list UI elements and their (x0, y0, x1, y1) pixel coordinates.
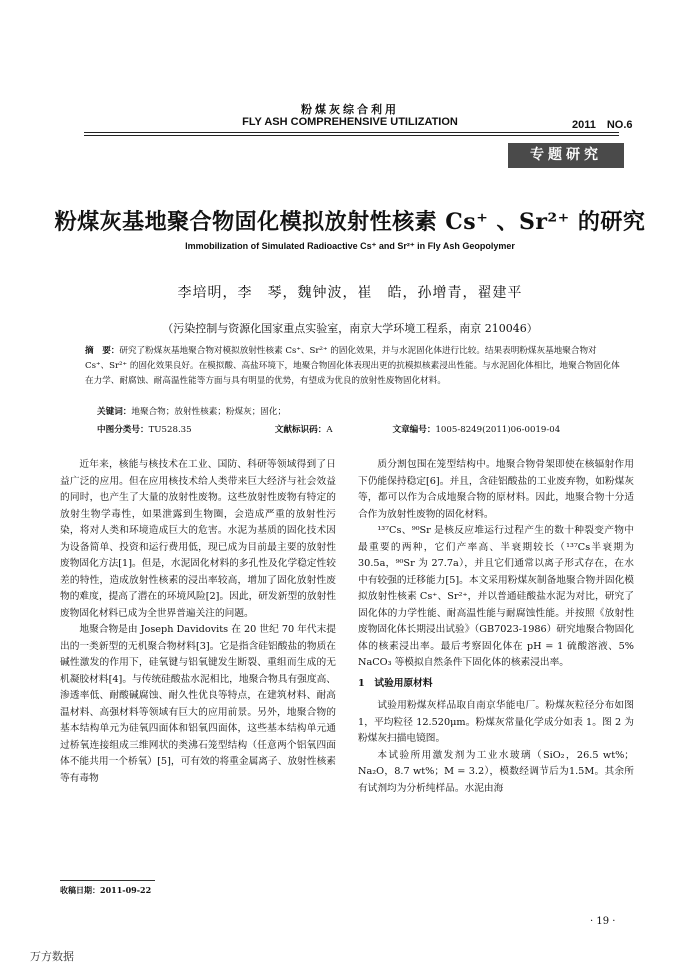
body-column-right (358, 457, 634, 797)
keywords (97, 405, 286, 417)
paragraph: 试验用粉煤灰样品取自南京华能电厂。粉煤灰粒径分布如图 1，平均粒径 12.520μm。粉煤灰常量化学成分如表 1。图 2 为粉煤灰扫描电镜图。 (358, 700, 634, 744)
paragraph: 本试验所用激发剂为工业水玻璃（SiO₂，26.5 wt%；Na₂O，8.7 wt%；M = 3.2），模数经调节后为1.5M。其余所有试剂均为分析纯样品。水泥由海 (358, 749, 634, 794)
section-tag: 专题研究 (508, 143, 624, 168)
page-number: · 19 · (590, 916, 616, 927)
received-date: 收稿日期：2011-09-22 (60, 885, 152, 895)
issue-number: 2011 NO.6 (572, 119, 633, 131)
affiliation: （污染控制与资源化国家重点实验室，南京大学环境工程系，南京 210046） (162, 322, 538, 335)
classification-line (97, 423, 617, 435)
clc-label: 中图分类号： (97, 425, 149, 435)
paragraph: 地聚合物是由 Joseph Davidovits 在 20 世纪 70 年代末提出的一类新型的无机聚合物材料[3]。它是指含硅铝酸盐的物质在碱性激发的作用下，硅氧键与铝氧键发生断裂、重组而生成的无机凝胶材料[4]。与传统硅酸盐水泥相比，地聚合物具有强度高、渗透率低、耐酸碱腐蚀、耐久性优良等特点，在建筑材料、耐高温材料、高强材料等领域有巨大的应用前景。另外，地聚合物的基本结构单元为硅氧四面体和铝氧四面体，这些基本结构单元通过桥氧连接组成三维网状的类沸石笼型结构（任意两个铝氧四面体不能共用一个桥氧）[5]，可有效的将重金属离子、放射性核素等有毒物 (60, 624, 336, 784)
article-no-label: 文章编号： (392, 425, 436, 435)
author-list: 李培明，李 琴，魏钟波，崔 皓，孙增青，翟建平 (177, 285, 523, 301)
section-heading: 1 试验用原材料 (358, 677, 433, 689)
paragraph: ¹³⁷Cs、⁹⁰Sr 是核反应堆运行过程产生的数十种裂变产物中最重要的两种，它们产率高、半衰期较长（¹³⁷Cs半衰期为 30.5a，⁹⁰Sr 为 27.7a），并且它们通常以离子形式存在，在水中有较强的迁移能力[5]。本文采用粉煤灰制备地聚合物并固化模拟放射性核素 Cs⁺、Sr²⁺，并以普通硅酸盐水泥为对比，研究了固化体的力学性能、耐高温性能与耐腐蚀性能。并按照《放射性废物固化体长期浸出试验》（GB7023-1986）研究地聚合物固化体的核素浸出率。最后考察固化体在 pH = 1 硫酸溶液、5% NaCO₃ 等模拟自然条件下固化体的核素浸出率。 (358, 525, 634, 668)
doc-code-label: 文献标识码： (274, 425, 327, 435)
journal-title-en: FLY ASH COMPREHENSIVE UTILIZATION (242, 116, 458, 128)
keywords-label: 关键词： (97, 407, 132, 417)
header-rule-thick (84, 132, 619, 133)
clc-value: TU528.35 (148, 425, 192, 435)
paragraph: 近年来，核能与核技术在工业、国防、科研等领域得到了日益广泛的应用。但在应用核技术给人类带来巨大经济与社会效益的同时，也产生了大量的放射性废物。这些放射性废物有特定的放射生物学毒性，如果泄露到生物圈，会造成严重的放射性污染，将对人类和环境造成巨大的危害。水泥为基质的固化技术因为设备简单、投资和运行费用低，现已成为目前最主要的放射性废物固化方法[1]。但是，水泥固化材料的多孔性及化学稳定性较差的特性，造成放射性核素的浸出率较高，增加了固化放射性废物的难度，提高了潜在的环境风险[2]。因此，研发新型的放射性废物固化材料已成为全世界普遍关注的问题。 (60, 459, 336, 619)
header-rule-thin (84, 135, 619, 136)
footnote-rule (60, 880, 155, 881)
abstract-text: 研究了粉煤灰基地聚合物对模拟放射性核素 Cs⁺、Sr²⁺ 的固化效果，并与水泥固化体进行比较。结果表明粉煤灰基地聚合物对 Cs⁺、Sr²⁺ 的固化效果良好。在模拟酸、高盐环境下，地聚合物固化体表现出更的抗模拟核素浸出性能。与水泥固化体相比，地聚合物固化体在力学、耐腐蚀、耐高温性能等方面与具有明显的优势，有望成为优良的放射性废物固化材料。 (85, 346, 620, 386)
paper-title-cn: 粉煤灰基地聚合物固化模拟放射性核素 Cs⁺ 、Sr²⁺ 的研究 (54, 209, 646, 235)
watermark: 万方数据 (30, 951, 74, 963)
paragraph: 质分割包围在笼型结构中。地聚合物骨架即使在核辐射作用下仍能保持稳定[6]。并且，含硅铝酸盐的工业废弃物，如粉煤灰等，都可以作为合成地聚合物的原材料。因此，地聚合物十分适合作为放射性废物的固化材料。 (358, 459, 634, 520)
body-column-left (60, 457, 336, 787)
keywords-text: 地聚合物；放射性核素；粉煤灰；固化； (131, 407, 287, 417)
abstract (85, 344, 620, 389)
journal-title-cn: 粉煤灰综合利用 (301, 103, 399, 116)
paper-title-en: Immobilization of Simulated Radioactive Cs⁺ and Sr²⁺ in Fly Ash Geopolymer (185, 241, 515, 251)
doc-code-value: A (326, 425, 333, 435)
abstract-label: 摘 要： (85, 346, 120, 356)
article-no-value: 1005-8249(2011)06-0019-04 (435, 425, 561, 435)
